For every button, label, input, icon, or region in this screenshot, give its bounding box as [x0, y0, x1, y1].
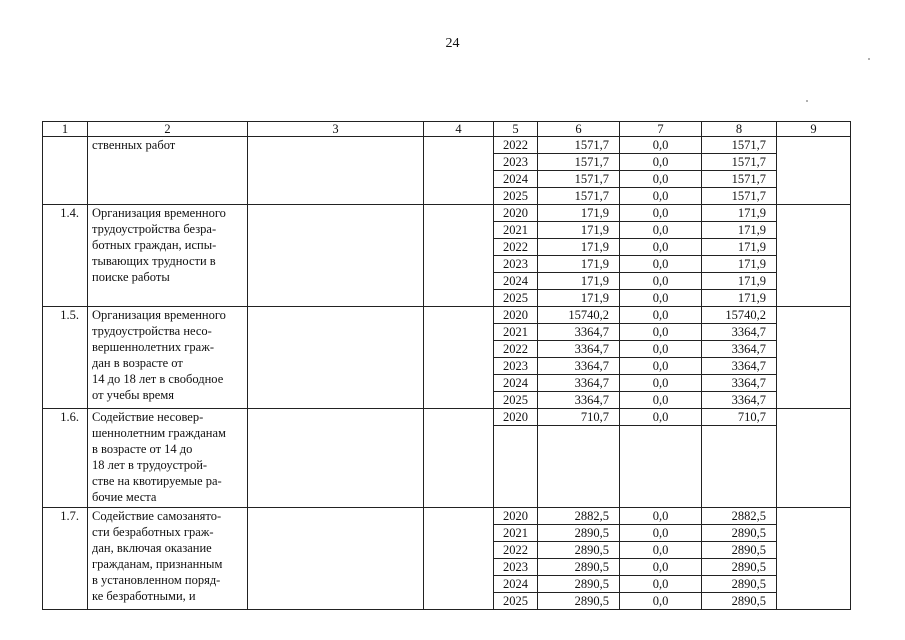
empty-cell-col4	[424, 409, 494, 508]
item-name-line: ботных граждан, испы-	[92, 238, 217, 252]
amount-col8-cell: 1571,7	[702, 188, 777, 205]
amount-col7-cell: 0,0	[620, 508, 702, 525]
year-cell: 2025	[494, 392, 538, 409]
amount-col8-cell: 710,7	[702, 409, 777, 426]
amount-total-cell: 3364,7	[538, 324, 620, 341]
year-cell: 2023	[494, 358, 538, 375]
item-name-line: ственных работ	[92, 138, 176, 152]
empty-cell-col3	[248, 508, 424, 610]
amount-col8-cell: 171,9	[702, 256, 777, 273]
empty-cell-col9	[777, 137, 851, 205]
item-number: 1.5.	[43, 307, 88, 409]
amount-total-cell: 171,9	[538, 273, 620, 290]
year-cell: 2022	[494, 137, 538, 154]
item-name-line: Организация временного	[92, 206, 226, 220]
item-name	[88, 205, 248, 307]
empty-cell-col4	[424, 508, 494, 610]
amount-col8-cell: 2882,5	[702, 508, 777, 525]
amount-total-cell: 1571,7	[538, 188, 620, 205]
amount-total-cell: 2890,5	[538, 542, 620, 559]
item-name-line: дан, включая оказание	[92, 541, 212, 555]
spacer-cell	[620, 426, 702, 508]
amount-col8-cell: 3364,7	[702, 324, 777, 341]
amount-total-cell: 3364,7	[538, 375, 620, 392]
year-cell: 2020	[494, 508, 538, 525]
item-number: 1.4.	[43, 205, 88, 307]
item-number	[43, 137, 88, 205]
item-name-line: 18 лет в трудоустрой-	[92, 458, 208, 472]
amount-total-cell: 3364,7	[538, 358, 620, 375]
item-name-line: Содействие несовер-	[92, 410, 204, 424]
spacer-cell	[538, 426, 620, 508]
amount-col7-cell: 0,0	[620, 154, 702, 171]
amount-col7-cell: 0,0	[620, 375, 702, 392]
table-row	[43, 137, 851, 154]
amount-col7-cell: 0,0	[620, 358, 702, 375]
amount-col7-cell: 0,0	[620, 593, 702, 610]
amount-col8-cell: 2890,5	[702, 559, 777, 576]
header-cell: 4	[424, 122, 494, 137]
item-name-line: от учебы время	[92, 388, 175, 402]
empty-cell-col4	[424, 205, 494, 307]
year-cell: 2023	[494, 559, 538, 576]
header-cell: 6	[538, 122, 620, 137]
item-name-line: поиске работы	[92, 270, 170, 284]
year-cell: 2022	[494, 239, 538, 256]
item-name-line: в установленном поряд-	[92, 573, 221, 587]
amount-col8-cell: 2890,5	[702, 542, 777, 559]
amount-col7-cell: 0,0	[620, 137, 702, 154]
amount-col8-cell: 171,9	[702, 290, 777, 307]
table-row	[43, 508, 851, 525]
year-cell: 2024	[494, 171, 538, 188]
spacer-cell	[702, 426, 777, 508]
amount-col8-cell: 2890,5	[702, 593, 777, 610]
year-cell: 2022	[494, 341, 538, 358]
item-name-line: стве на квотируемые ра-	[92, 474, 222, 488]
amount-total-cell: 2890,5	[538, 576, 620, 593]
amount-col7-cell: 0,0	[620, 542, 702, 559]
amount-col8-cell: 1571,7	[702, 171, 777, 188]
item-name-line: сти безработных граж-	[92, 525, 214, 539]
amount-col8-cell: 171,9	[702, 239, 777, 256]
item-name-line: шеннолетним гражданам	[92, 426, 226, 440]
amount-col7-cell: 0,0	[620, 559, 702, 576]
header-cell: 1	[43, 122, 88, 137]
year-cell: 2025	[494, 188, 538, 205]
item-name-line: 14 до 18 лет в свободное	[92, 372, 224, 386]
item-name-line: вершеннолетних граж-	[92, 340, 214, 354]
amount-total-cell: 3364,7	[538, 341, 620, 358]
amount-col8-cell: 3364,7	[702, 392, 777, 409]
table-row	[43, 205, 851, 222]
year-cell: 2020	[494, 205, 538, 222]
amount-col7-cell: 0,0	[620, 525, 702, 542]
amount-total-cell: 2890,5	[538, 593, 620, 610]
item-name-line: гражданам, признанным	[92, 557, 223, 571]
empty-cell-col3	[248, 137, 424, 205]
item-name	[88, 307, 248, 409]
amount-col7-cell: 0,0	[620, 307, 702, 324]
year-cell: 2024	[494, 375, 538, 392]
program-table	[42, 121, 851, 610]
empty-cell-col9	[777, 307, 851, 409]
year-cell: 2024	[494, 273, 538, 290]
empty-cell-col3	[248, 205, 424, 307]
amount-col8-cell: 171,9	[702, 222, 777, 239]
amount-col7-cell: 0,0	[620, 239, 702, 256]
header-cell: 3	[248, 122, 424, 137]
amount-col7-cell: 0,0	[620, 324, 702, 341]
amount-col7-cell: 0,0	[620, 171, 702, 188]
amount-total-cell: 171,9	[538, 256, 620, 273]
year-cell: 2023	[494, 256, 538, 273]
item-name-line: Содействие самозанято-	[92, 509, 222, 523]
header-cell: 2	[88, 122, 248, 137]
amount-col7-cell: 0,0	[620, 273, 702, 290]
table-row	[43, 307, 851, 324]
item-name-line: тывающих трудности в	[92, 254, 216, 268]
empty-cell-col4	[424, 307, 494, 409]
amount-col7-cell: 0,0	[620, 341, 702, 358]
header-cell: 7	[620, 122, 702, 137]
item-name-line: бочие места	[92, 490, 157, 504]
empty-cell-col3	[248, 409, 424, 508]
item-name-line: трудоустройства безра-	[92, 222, 217, 236]
amount-col8-cell: 15740,2	[702, 307, 777, 324]
year-cell: 2020	[494, 307, 538, 324]
item-name-line: дан в возрасте от	[92, 356, 183, 370]
amount-col8-cell: 1571,7	[702, 154, 777, 171]
empty-cell-col9	[777, 508, 851, 610]
amount-total-cell: 710,7	[538, 409, 620, 426]
amount-total-cell: 171,9	[538, 239, 620, 256]
year-cell: 2022	[494, 542, 538, 559]
amount-col8-cell: 171,9	[702, 273, 777, 290]
amount-col8-cell: 2890,5	[702, 576, 777, 593]
item-number: 1.7.	[43, 508, 88, 610]
empty-cell-col9	[777, 205, 851, 307]
empty-cell-col3	[248, 307, 424, 409]
spacer-cell	[494, 426, 538, 508]
amount-col8-cell: 1571,7	[702, 137, 777, 154]
amount-col7-cell: 0,0	[620, 392, 702, 409]
empty-cell-col9	[777, 409, 851, 508]
amount-total-cell: 1571,7	[538, 137, 620, 154]
amount-col7-cell: 0,0	[620, 409, 702, 426]
amount-col8-cell: 171,9	[702, 205, 777, 222]
item-name	[88, 409, 248, 508]
amount-total-cell: 1571,7	[538, 171, 620, 188]
amount-total-cell: 2890,5	[538, 525, 620, 542]
scan-speck	[868, 58, 870, 60]
header-cell: 5	[494, 122, 538, 137]
amount-total-cell: 2882,5	[538, 508, 620, 525]
year-cell: 2023	[494, 154, 538, 171]
amount-total-cell: 2890,5	[538, 559, 620, 576]
item-name	[88, 508, 248, 610]
page-number: 24	[445, 36, 460, 51]
amount-col7-cell: 0,0	[620, 256, 702, 273]
amount-col7-cell: 0,0	[620, 576, 702, 593]
header-cell: 9	[777, 122, 851, 137]
year-cell: 2025	[494, 290, 538, 307]
amount-col7-cell: 0,0	[620, 205, 702, 222]
amount-col8-cell: 3364,7	[702, 341, 777, 358]
amount-total-cell: 171,9	[538, 205, 620, 222]
header-cell: 8	[702, 122, 777, 137]
amount-col8-cell: 3364,7	[702, 358, 777, 375]
item-name	[88, 137, 248, 205]
amount-col8-cell: 3364,7	[702, 375, 777, 392]
item-name-line: в возрасте от 14 до	[92, 442, 193, 456]
table-row	[43, 409, 851, 426]
item-number: 1.6.	[43, 409, 88, 508]
amount-col7-cell: 0,0	[620, 290, 702, 307]
amount-col7-cell: 0,0	[620, 188, 702, 205]
amount-col7-cell: 0,0	[620, 222, 702, 239]
amount-col8-cell: 2890,5	[702, 525, 777, 542]
item-name-line: Организация временного	[92, 308, 226, 322]
amount-total-cell: 15740,2	[538, 307, 620, 324]
year-cell: 2021	[494, 222, 538, 239]
year-cell: 2021	[494, 324, 538, 341]
year-cell: 2021	[494, 525, 538, 542]
item-name-line: ке безработными, и	[92, 589, 196, 603]
year-cell: 2024	[494, 576, 538, 593]
year-cell: 2025	[494, 593, 538, 610]
amount-total-cell: 171,9	[538, 222, 620, 239]
empty-cell-col4	[424, 137, 494, 205]
column-number-row	[43, 122, 851, 137]
amount-total-cell: 1571,7	[538, 154, 620, 171]
year-cell: 2020	[494, 409, 538, 426]
amount-total-cell: 171,9	[538, 290, 620, 307]
item-name-line: трудоустройства несо-	[92, 324, 212, 338]
amount-total-cell: 3364,7	[538, 392, 620, 409]
scan-speck	[806, 100, 808, 102]
